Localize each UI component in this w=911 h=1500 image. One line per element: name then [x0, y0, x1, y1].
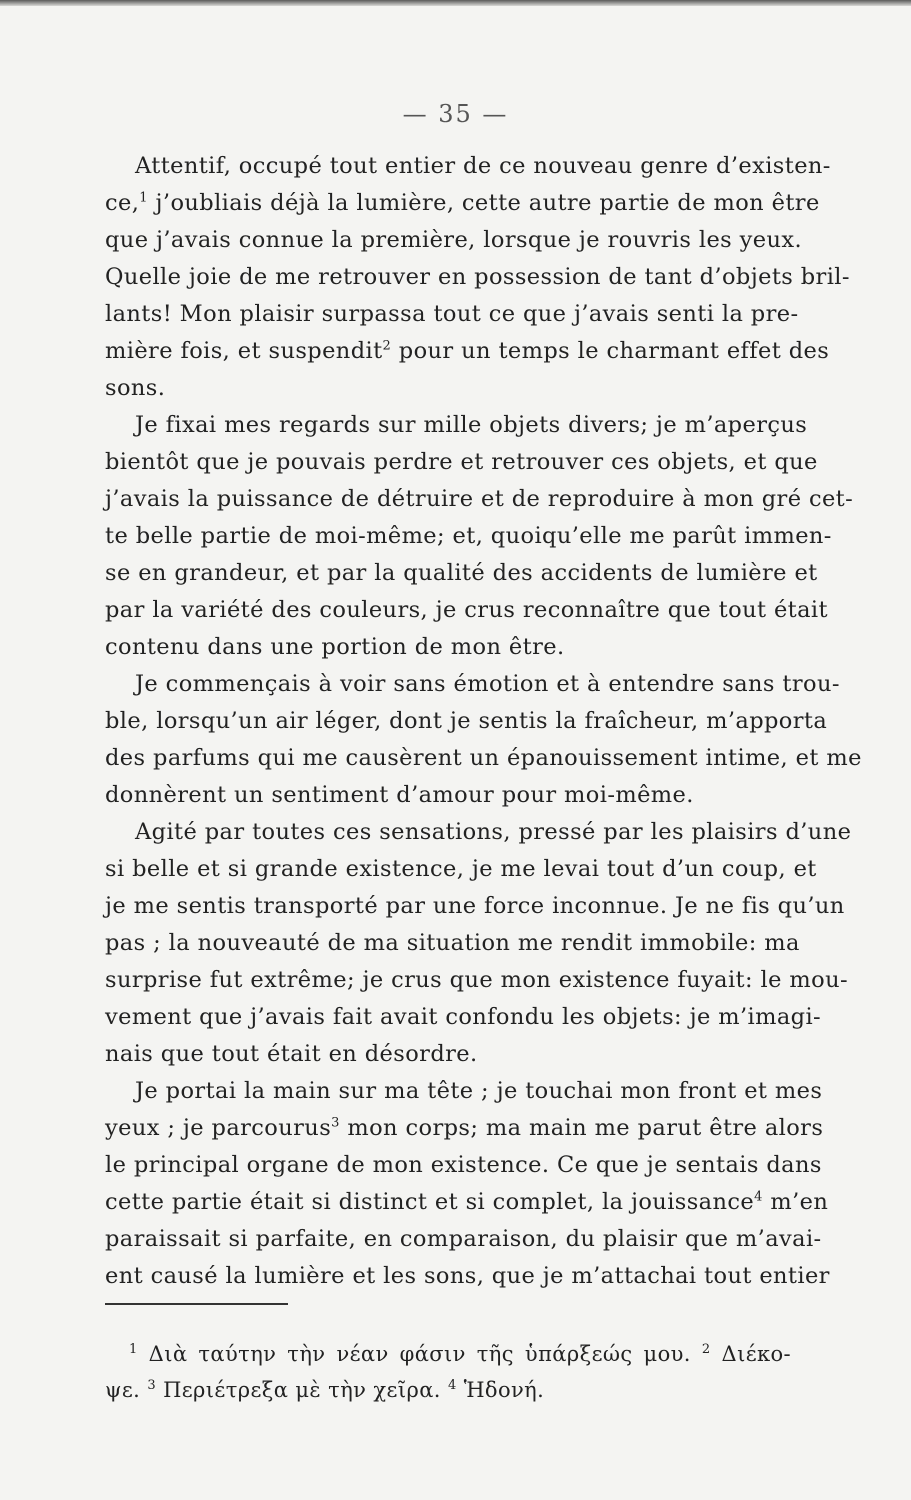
page-number: — 35 —	[402, 100, 509, 128]
text-line: j’avais la puissance de détruire et de reproduire à mon gré cet-	[105, 486, 854, 512]
text-line: te belle partie de moi-même; et, quoiqu’elle me parût immen-	[105, 523, 832, 549]
text-line: se en grandeur, et par la qualité des accidents de lumière et	[105, 560, 818, 586]
text-line: yeux ; je parcourus$^3$ mon corps; ma main me parut être alors	[105, 1115, 824, 1141]
text-line: ble, lorsqu’un air léger, dont je sentis la fraîcheur, m’apporta	[105, 708, 828, 734]
text-line: nais que tout était en désordre.	[105, 1041, 478, 1067]
text-line: ce,$^1$ j’oubliais déjà la lumière, cette autre partie de mon être	[105, 190, 820, 216]
text-line: bientôt que je pouvais perdre et retrouver ces objets, et que	[105, 449, 818, 475]
text-line: Attentif, occupé tout entier de ce nouveau genre d’existen-	[135, 153, 831, 179]
text-line: Je fixai mes regards sur mille objets divers; je m’aperçus	[135, 412, 808, 438]
text-line: vement que j’avais fait avait confondu les objets: je m’imagi-	[105, 1004, 822, 1030]
text-line: par la variété des couleurs, je crus reconnaître que tout était	[105, 597, 828, 623]
text-line: des parfums qui me causèrent un épanouissement intime, et me	[105, 745, 862, 771]
text-line: si belle et si grande existence, je me levai tout d’un coup, et	[105, 856, 817, 882]
text-line: je me sentis transporté par une force inconnue. Je ne fis qu’un	[105, 893, 845, 919]
footnote-line	[105, 1336, 791, 1372]
text-line: ent causé la lumière et les sons, que je m’attachai tout entier	[105, 1263, 830, 1289]
text-line: Je commençais à voir sans émotion et à entendre sans trou-	[135, 671, 840, 697]
text-line: contenu dans une portion de mon être.	[105, 634, 565, 660]
text-line: mière fois, et suspendit$^2$ pour un temps le charmant effet des	[105, 338, 830, 364]
text-line: surprise fut extrême; je crus que mon existence fuyait: le mou-	[105, 967, 848, 993]
footnote-text: Περιέτρεξα μὲ τὴν χεῖρα.	[163, 1378, 441, 1402]
text-line: paraissait si parfaite, en comparaison, du plaisir que m’avai-	[105, 1226, 822, 1252]
footnote-text: Διέκο-	[721, 1342, 792, 1366]
footnote-text: Διὰ ταύτην τὴν νέαν φάσιν τῆς ὑπάρξεώς μου.	[148, 1342, 691, 1366]
footnote-separator	[105, 1303, 288, 1305]
footnote-ref: 2	[382, 338, 392, 354]
footnote-ref: 3	[331, 1115, 340, 1131]
text-line: pas ; la nouveauté de ma situation me rendit immobile: ma	[105, 930, 800, 956]
text-line: Quelle joie de me retrouver en possession de tant d’objets bril-	[105, 264, 850, 290]
footnote-ref: 4	[754, 1189, 763, 1205]
text-line: que j’avais connue la première, lorsque je rouvris les yeux.	[105, 227, 803, 253]
footnote-mark: 2	[701, 1342, 711, 1357]
text-line: cette partie était si distinct et si complet, la jouissance$^4$ m’en	[105, 1189, 829, 1215]
text-line: lants! Mon plaisir surpassa tout ce que j’avais senti la pre-	[105, 301, 799, 327]
footnote-mark: 1	[129, 1342, 138, 1357]
footnote-text: Ἡδονή.	[463, 1378, 545, 1402]
page-top-edge	[0, 0, 911, 6]
footnote-ref: 1	[139, 190, 148, 206]
text-line: donnèrent un sentiment d’amour pour moi-même.	[105, 782, 694, 808]
text-line: Agité par toutes ces sensations, pressé par les plaisirs d’une	[135, 819, 852, 845]
body-text	[105, 148, 862, 1295]
text-line: sons.	[105, 375, 166, 401]
footnote-mark: 4	[447, 1378, 457, 1393]
footnotes	[105, 1336, 791, 1408]
footnote-mark: 3	[147, 1378, 156, 1393]
footnote-text: ψε.	[105, 1378, 141, 1402]
footnote-line	[105, 1372, 791, 1408]
text-line: le principal organe de mon existence. Ce que je sentais dans	[105, 1152, 822, 1178]
text-line: Je portai la main sur ma tête ; je touchai mon front et mes	[135, 1078, 823, 1104]
